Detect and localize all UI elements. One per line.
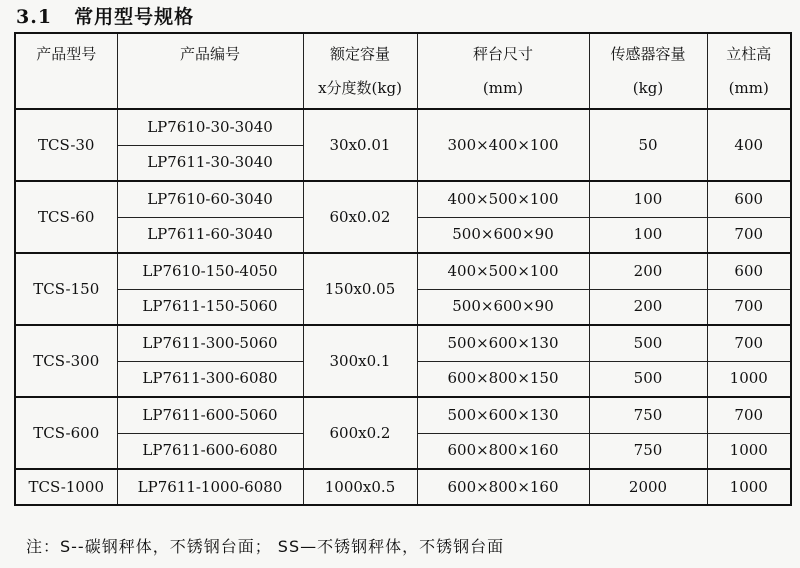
code-cell: LP7611-60-3040	[117, 217, 303, 253]
platform-cell: 300×400×100	[417, 109, 589, 181]
sensor-cell: 500	[589, 361, 707, 397]
code-cell: LP7611-600-6080	[117, 433, 303, 469]
sensor-cell: 750	[589, 433, 707, 469]
sensor-cell: 100	[589, 181, 707, 217]
model-cell: TCS-600	[15, 397, 117, 469]
column-cell: 1000	[707, 433, 791, 469]
code-cell: LP7611-300-5060	[117, 325, 303, 361]
platform-cell: 400×500×100	[417, 181, 589, 217]
column-cell: 1000	[707, 361, 791, 397]
column-cell: 700	[707, 325, 791, 361]
table-body	[15, 109, 791, 505]
section-number: 3.1	[16, 6, 53, 28]
sensor-cell: 750	[589, 397, 707, 433]
code-cell: LP7611-300-6080	[117, 361, 303, 397]
platform-cell: 600×800×160	[417, 469, 589, 505]
sensor-cell: 2000	[589, 469, 707, 505]
column-cell: 700	[707, 289, 791, 325]
code-cell: LP7611-30-3040	[117, 145, 303, 181]
code-cell: LP7611-1000-6080	[117, 469, 303, 505]
model-cell: TCS-1000	[15, 469, 117, 505]
column-cell: 600	[707, 181, 791, 217]
header-model: 产品型号	[15, 33, 117, 109]
model-cell: TCS-30	[15, 109, 117, 181]
rated-cell: 600x0.2	[303, 397, 417, 469]
header-platform: 秤台尺寸 (mm)	[417, 33, 589, 109]
sensor-cell: 200	[589, 253, 707, 289]
platform-cell: 400×500×100	[417, 253, 589, 289]
column-cell: 400	[707, 109, 791, 181]
code-cell: LP7611-150-5060	[117, 289, 303, 325]
code-cell: LP7610-30-3040	[117, 109, 303, 145]
platform-cell: 500×600×90	[417, 289, 589, 325]
section-heading	[16, 2, 194, 29]
column-cell: 700	[707, 397, 791, 433]
sensor-cell: 100	[589, 217, 707, 253]
header-column: 立柱高 (mm)	[707, 33, 791, 109]
rated-cell: 30x0.01	[303, 109, 417, 181]
model-cell: TCS-60	[15, 181, 117, 253]
table-row	[15, 181, 791, 217]
sensor-cell: 50	[589, 109, 707, 181]
platform-cell: 500×600×130	[417, 325, 589, 361]
sensor-cell: 500	[589, 325, 707, 361]
model-cell: TCS-150	[15, 253, 117, 325]
table-row	[15, 253, 791, 289]
header-code: 产品编号	[117, 33, 303, 109]
platform-cell: 500×600×90	[417, 217, 589, 253]
column-cell: 600	[707, 253, 791, 289]
table-row	[15, 469, 791, 505]
footnote: 注：S--碳钢秤体，不锈钢台面； SS—不锈钢秤体，不锈钢台面	[26, 537, 505, 556]
column-cell: 1000	[707, 469, 791, 505]
platform-cell: 500×600×130	[417, 397, 589, 433]
model-cell: TCS-300	[15, 325, 117, 397]
rated-cell: 300x0.1	[303, 325, 417, 397]
rated-cell: 60x0.02	[303, 181, 417, 253]
header-sensor: 传感器容量 (kg)	[589, 33, 707, 109]
table-header-row	[15, 33, 791, 109]
platform-cell: 600×800×150	[417, 361, 589, 397]
column-cell: 700	[707, 217, 791, 253]
section-title: 常用型号规格	[74, 6, 195, 28]
platform-cell: 600×800×160	[417, 433, 589, 469]
table-row	[15, 397, 791, 433]
sensor-cell: 200	[589, 289, 707, 325]
code-cell: LP7610-150-4050	[117, 253, 303, 289]
code-cell: LP7611-600-5060	[117, 397, 303, 433]
code-cell: LP7610-60-3040	[117, 181, 303, 217]
rated-cell: 150x0.05	[303, 253, 417, 325]
table-row	[15, 109, 791, 145]
spec-table	[14, 32, 792, 506]
table-row	[15, 325, 791, 361]
rated-cell: 1000x0.5	[303, 469, 417, 505]
header-rated: 额定容量 x分度数(kg)	[303, 33, 417, 109]
